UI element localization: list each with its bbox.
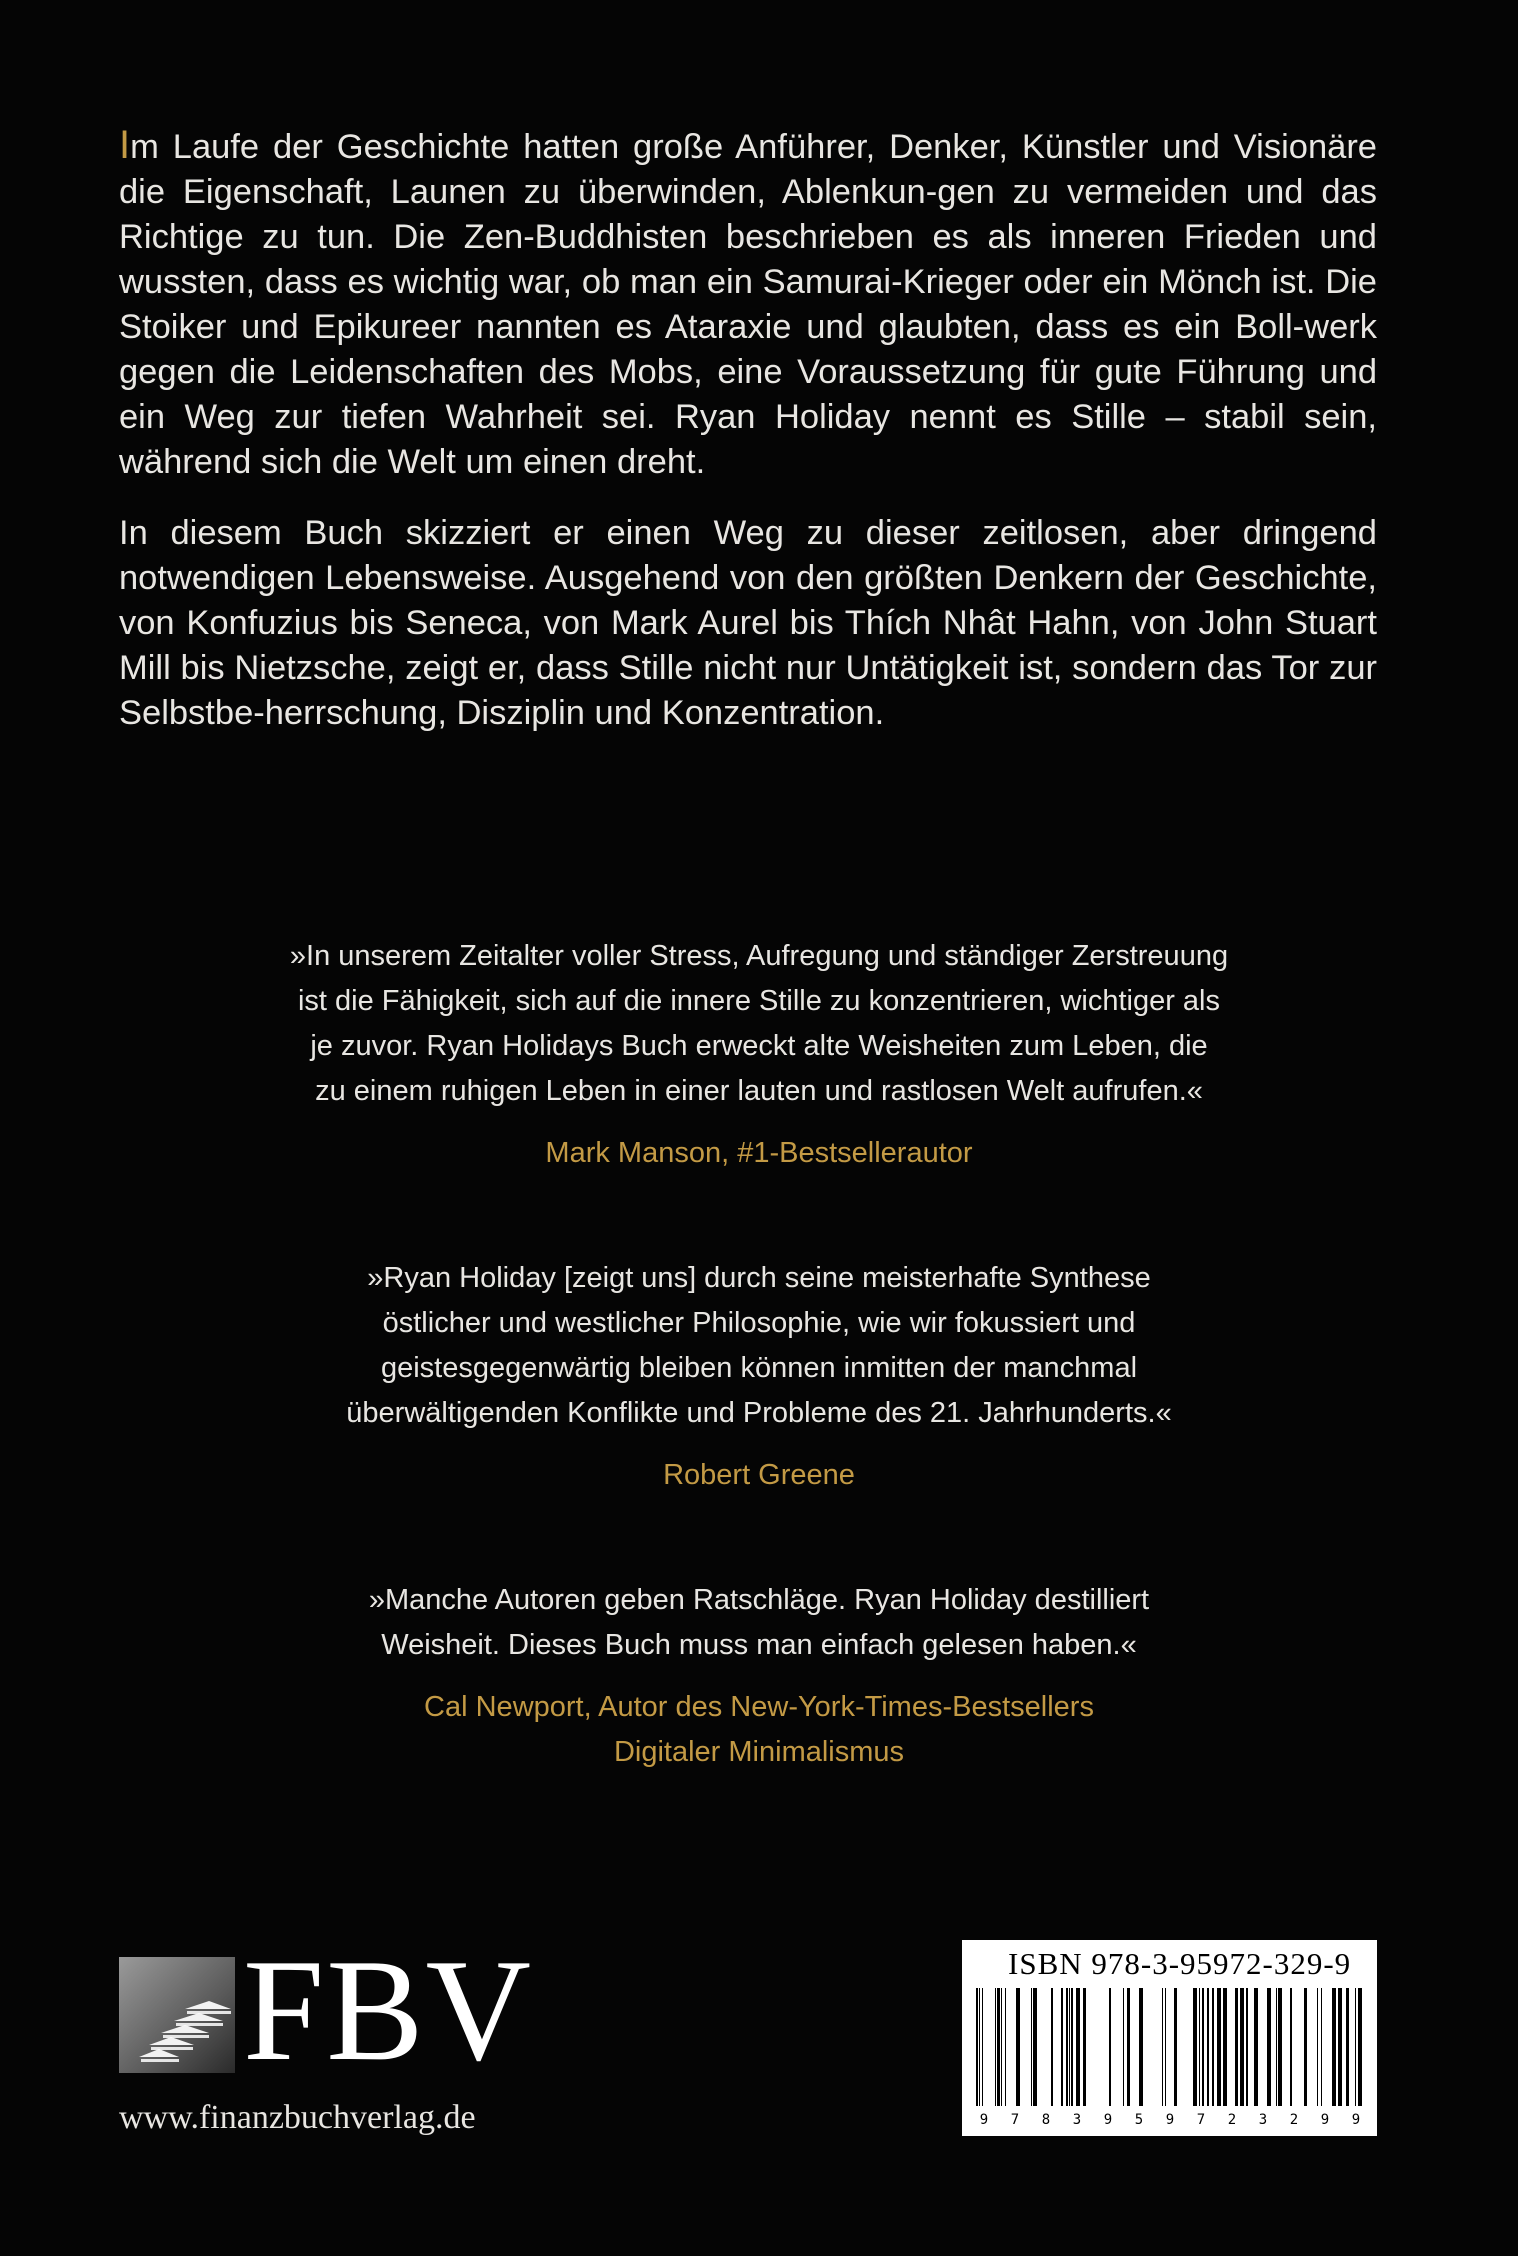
barcode-bar xyxy=(1139,1988,1143,2106)
barcode-bar xyxy=(1223,1988,1227,2106)
barcode-bar xyxy=(982,1988,983,2106)
barcode-bar xyxy=(1290,1988,1292,2106)
testimonial-author xyxy=(200,1453,1318,1498)
publisher-logo-mark-icon xyxy=(119,1957,235,2073)
testimonial-text xyxy=(200,1256,1318,1436)
testimonial-line: östlicher und westlicher Philosophie, wie wir fokussiert und xyxy=(382,1307,1136,1339)
barcode-bar xyxy=(1005,1988,1006,2106)
barcode-bar xyxy=(979,1988,980,2106)
barcode-bar xyxy=(1123,1988,1124,2106)
barcode-bar xyxy=(1033,1988,1037,2106)
barcode-bar xyxy=(1031,1988,1032,2106)
testimonial-line: ist die Fähigkeit, sich auf die innere Stille zu konzentrieren, wichtiger als xyxy=(297,985,1220,1017)
paragraph-1-text: m Laufe der Geschichte hatten große Anführer, Denker, Künstler und Visionäre die Eigenschaft, Launen zu überwinden, Ablenkun-gen zu vermeiden und das Richtige zu tun. Die Zen-Buddhisten beschrieben es als inneren Frieden und wussten, dass es wichtig war, ob man ein Samurai-Krieger oder ein Mönch ist. Die Stoiker und Epikureer nannten es Ataraxie und glaubten, dass es ein Boll-werk gegen die Leidenschaften des Mobs, eine Voraussetzung für gute Führung und ein Weg zur tiefen Wahrheit sei. Ryan Holiday nennt es Stille – stabil sein, während sich die Welt um einen dreht. xyxy=(119,128,1377,481)
barcode-bar xyxy=(1193,1988,1197,2106)
testimonial-text xyxy=(200,1578,1318,1668)
barcode-digit: 3 xyxy=(1258,2112,1268,2128)
barcode-bar xyxy=(1207,1988,1209,2106)
barcode-digit: 7 xyxy=(1196,2112,1206,2128)
barcode-bar xyxy=(1278,1988,1282,2106)
barcode-bar xyxy=(1165,1988,1166,2106)
testimonial-line: zu einem ruhigen Leben in einer lauten und rastlosen Welt aufrufen.« xyxy=(315,1075,1203,1107)
barcode-bar xyxy=(1240,1988,1244,2106)
drop-cap: I xyxy=(119,123,131,167)
testimonial-2 xyxy=(200,1256,1318,1498)
book-description xyxy=(119,123,1377,762)
barcode-digit: 9 xyxy=(979,2112,989,2128)
barcode-bar xyxy=(1016,1988,1020,2106)
barcode-bar xyxy=(1355,1988,1356,2106)
barcode-bar xyxy=(1127,1988,1130,2106)
barcode-bar xyxy=(1304,1988,1307,2106)
barcode-bar xyxy=(1071,1988,1073,2106)
barcode-bar xyxy=(1254,1988,1258,2106)
publisher-logo xyxy=(119,1929,559,2091)
barcode-bar xyxy=(1162,1988,1163,2106)
barcode-bar xyxy=(1051,1988,1053,2106)
author-line: Digitaler Minimalismus xyxy=(613,1736,905,1768)
testimonial-author xyxy=(200,1131,1318,1176)
testimonial-line: geistesgegenwärtig bleiben können inmitten der manchmal xyxy=(380,1352,1138,1384)
testimonial-line: Weisheit. Dieses Buch muss man einfach gelesen haben.« xyxy=(381,1629,1137,1661)
barcode-bar xyxy=(1202,1988,1204,2106)
barcode-bar xyxy=(1246,1988,1248,2106)
testimonial-line: »Ryan Holiday [zeigt uns] durch seine meisterhafte Synthese xyxy=(367,1262,1151,1294)
barcode-bar xyxy=(1199,1988,1200,2106)
isbn-number: ISBN 978-3-95972-329-9 xyxy=(1008,1946,1352,1981)
barcode-digit: 9 xyxy=(1351,2112,1361,2128)
testimonial-1 xyxy=(200,934,1318,1176)
barcode-bar xyxy=(1321,1988,1322,2106)
barcode-bar xyxy=(1235,1988,1238,2106)
barcode-bar xyxy=(1317,1988,1318,2106)
barcode-digit: 2 xyxy=(1289,2112,1299,2128)
barcode-bar xyxy=(1346,1988,1349,2106)
testimonial-line: je zuvor. Ryan Holidays Buch erweckt alte Weisheiten zum Leben, die xyxy=(310,1030,1208,1062)
barcode-bar xyxy=(1001,1988,1002,2106)
description-paragraph-2: In diesem Buch skizziert er einen Weg zu dieser zeitlosen, aber dringend notwendigen Lebensweise. Ausgehend von den größten Denkern der Geschichte, von Konfuzius bis Seneca, von Mark Aurel bis Thích Nhât Hahn, von John Stuart Mill bis Nietzsche, zeigt er, dass Stille nicht nur Untätigkeit ist, sondern das Tor zur Selbstbe-herrschung, Disziplin und Konzentration. xyxy=(119,514,1377,732)
author-line: Mark Manson, #1-Bestsellerautor xyxy=(545,1137,973,1169)
barcode-digit: 9 xyxy=(1320,2112,1330,2128)
barcode-digit: 2 xyxy=(1227,2112,1237,2128)
author-line: Cal Newport, Autor des New-York-Times-Bestsellers xyxy=(424,1691,1094,1723)
barcode-digit: 7 xyxy=(1010,2112,1020,2128)
testimonial-line: überwältigenden Konflikte und Probleme des 21. Jahrhunderts.« xyxy=(346,1397,1172,1429)
testimonial-author xyxy=(200,1685,1318,1775)
barcode-bar xyxy=(1276,1988,1277,2106)
isbn-barcode xyxy=(962,1940,1377,2136)
publisher-logo-text: FBV xyxy=(243,1929,534,2091)
barcode-bar xyxy=(1212,1988,1214,2106)
barcode-bar xyxy=(976,1988,978,2106)
barcode-digit: 5 xyxy=(1134,2112,1144,2128)
barcode-bar xyxy=(1332,1988,1336,2106)
barcode-digit: 9 xyxy=(1165,2112,1175,2128)
barcode-bar xyxy=(1358,1988,1362,2106)
barcode-bar xyxy=(1066,1988,1068,2106)
testimonial-text xyxy=(200,934,1318,1114)
author-line: Robert Greene xyxy=(663,1459,855,1491)
testimonial-3 xyxy=(200,1578,1318,1775)
barcode-bar xyxy=(997,1988,1000,2106)
barcode-bar xyxy=(995,1988,996,2106)
barcode-bar xyxy=(1069,1988,1070,2106)
description-paragraph-1 xyxy=(119,123,1377,485)
barcode-bar xyxy=(1174,1988,1177,2106)
barcode-bars xyxy=(974,1988,1366,2128)
barcode-bar xyxy=(1338,1988,1342,2106)
barcode-digit: 9 xyxy=(1103,2112,1113,2128)
testimonial-line: »In unserem Zeitalter voller Stress, Aufregung und ständiger Zerstreuung xyxy=(289,940,1229,972)
barcode-bar xyxy=(1083,1988,1086,2106)
barcode-digit: 8 xyxy=(1041,2112,1051,2128)
testimonial-line: »Manche Autoren geben Ratschläge. Ryan Holiday destilliert xyxy=(368,1584,1150,1616)
barcode-bar xyxy=(1217,1988,1221,2106)
barcode-bar xyxy=(1061,1988,1063,2106)
publisher-website[interactable]: www.finanzbuchverlag.de xyxy=(119,2099,476,2136)
barcode-bar xyxy=(1267,1988,1271,2106)
barcode-digit: 3 xyxy=(1072,2112,1082,2128)
barcode-bar xyxy=(1076,1988,1080,2106)
barcode-bar xyxy=(1109,1988,1111,2106)
